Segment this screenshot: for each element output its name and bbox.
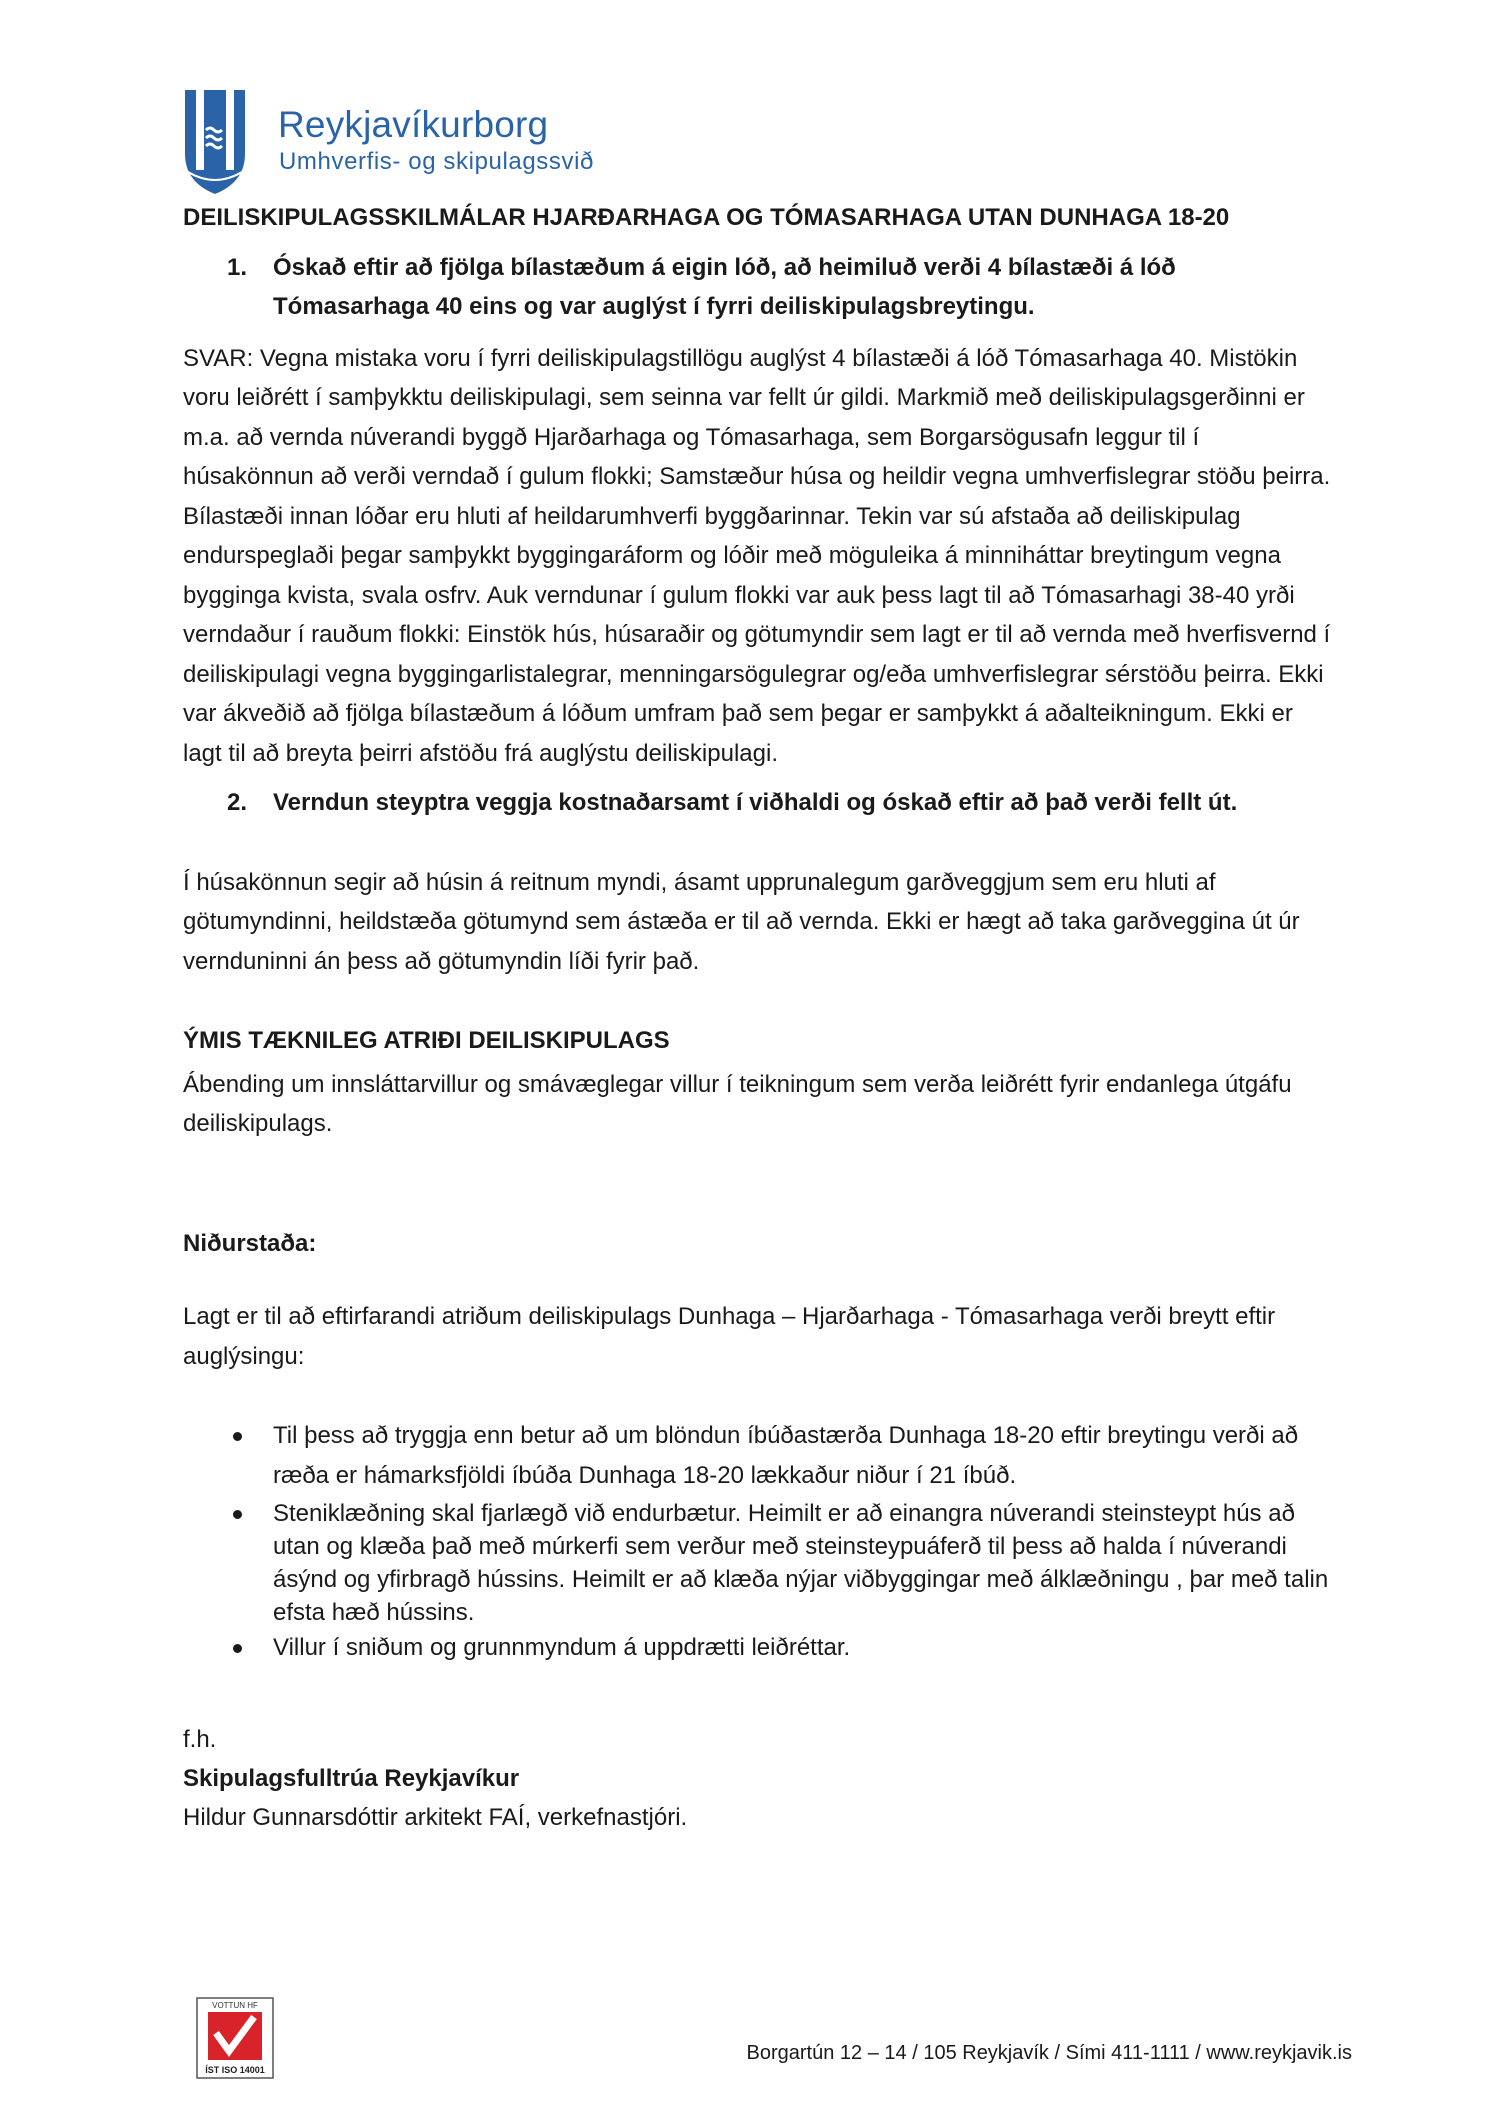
numbered-item xyxy=(183,783,1333,823)
item-answer: SVAR: Vegna mistaka voru í fyrri deiliskipulagstillögu auglýst 4 bílastæði á lóð Tómasarhaga 40. Mistökin voru leiðrétt í samþykktu deiliskipulagi, sem seinna var fellt úr gildi. Markmið með deiliskipulagsgerðinni er m.a. að vernda núverandi byggð Hjarðarhaga og Tómasarhaga, sem Borgarsögusafn leggur til í húsakönnun að verði verndað í gulum flokki; Samstæður húsa og heildir vegna umhverfislegrar stöðu þeirra. Bílastæði innan lóðar eru hluti af heildarumhverfi byggðarinnar. Tekin var sú afstaða að deiliskipulag endurspeglaði þegar samþykkt byggingaráform og lóðir með möguleika á minniháttar breytingum vegna bygginga kvista, svala osfrv. Auk verndunar í gulum flokki var auk þess lagt til að Tómasarhagi 38-40 yrði verndaður í rauðum flokki: Einstök hús, húsaraðir og götumyndir sem lagt er til að vernda með hverfisvernd í deiliskipulagi vegna byggingarlistalegrar, menningarsögulegrar og/eða umhverfislegrar sérstöðu þeirra. Ekki var ákveðið að fjölga bílastæðum á lóðum umfram það sem þegar er samþykkt á aðalteikningum. Ekki er lagt til að breyta þeirri afstöðu frá auglýstu deiliskipulagi. xyxy=(183,344,1331,767)
org-name: Reykjavíkurborg xyxy=(278,104,549,145)
department-name: Umhverfis- og skipulagssvið xyxy=(279,148,594,175)
conclusion-intro: Lagt er til að eftirfarandi atriðum deiliskipulags Dunhaga – Hjarðarhaga - Tómasarhaga verði breytt eftir auglýsingu: xyxy=(183,1303,1276,1370)
item-question: Verndun steyptra veggja kostnaðarsamt í viðhaldi og óskað eftir að það verði fellt út. xyxy=(273,789,1238,816)
signature-prefix: f.h. xyxy=(183,1726,217,1753)
item-answer: Í húsakönnun segir að húsin á reitnum myndi, ásamt upprunalegum garðveggjum sem eru hluti af götumyndinni, heildstæða götumynd sem ástæða er til að vernda. Ekki er hægt að taka garðveggina út úr vernduninni án þess að götumyndin líði fyrir það. xyxy=(183,868,1300,975)
item-question: Óskað eftir að fjölga bílastæðum á eigin lóð, að heimiluð verði 4 bílastæði á lóð Tómasarhaga 40 eins og var auglýst í fyrri deiliskipulagsbreytingu. xyxy=(273,253,1176,320)
document-body xyxy=(183,198,1333,1837)
section-heading: ÝMIS TÆKNILEG ATRIÐI DEILISKIPULAGS xyxy=(183,1027,670,1054)
section-text: Ábending um innsláttarvillur og smávæglegar villur í teikningum sem verða leiðrétt fyrir endanlega útgáfu deiliskipulags. xyxy=(183,1070,1292,1137)
numbered-item xyxy=(183,248,1333,327)
list-item xyxy=(183,1416,1333,1495)
conclusion-heading: Niðurstaða: xyxy=(183,1229,317,1257)
org-logo xyxy=(182,88,642,198)
list-item-text: Til þess að tryggja enn betur að um blöndun íbúðastærða Dunhaga 18-20 eftir breytingu verði að ræða er hámarksfjöldi íbúða Dunhaga 18-20 lækkaður niður í 21 íbúð. xyxy=(273,1422,1299,1489)
list-item-text: Villur í sniðum og grunnmyndum á uppdrætti leiðréttar. xyxy=(273,1634,851,1661)
cert-bottom-text: ÍST ISO 14001 xyxy=(205,2065,265,2075)
bullet-icon xyxy=(233,1644,242,1653)
list-item xyxy=(183,1631,1333,1664)
cert-top-text: VOTTUN HF xyxy=(212,2001,258,2010)
document-title: DEILISKIPULAGSSKILMÁLAR HJARÐARHAGA OG TÓMASARHAGA UTAN DUNHAGA 18-20 xyxy=(183,204,1230,231)
reykjavik-shield-icon xyxy=(182,88,248,196)
bullet-icon xyxy=(233,1510,242,1519)
footer-contact: Borgartún 12 – 14 / 105 Reykjavík / Sími 411-1111 / www.reykjavik.is xyxy=(746,2042,1352,2064)
signature-block xyxy=(183,1720,1333,1837)
conclusion-list xyxy=(183,1416,1333,1664)
item-number: 1. xyxy=(227,253,248,281)
list-item-text: Steniklæðning skal fjarlægð við endurbætur. Heimilt er að einangra núverandi steinsteypt hús að utan og klæða það með múrkerfi sem verður með steinsteypuáferð til þess að halda í núverandi ásýnd og yfirbragð hússins. Heimilt er að klæða nýjar viðbyggingar með álklæðningu , þar með talin efsta hæð hússins. xyxy=(273,1500,1329,1626)
iso-certification-badge xyxy=(196,1997,274,2079)
signature-name: Hildur Gunnarsdóttir arkitekt FAÍ, verkefnastjóri. xyxy=(183,1804,688,1831)
list-item xyxy=(183,1497,1333,1629)
signature-office: Skipulagsfulltrúa Reykjavíkur xyxy=(183,1765,520,1792)
item-number: 2. xyxy=(227,789,248,816)
bullet-icon xyxy=(233,1432,242,1441)
